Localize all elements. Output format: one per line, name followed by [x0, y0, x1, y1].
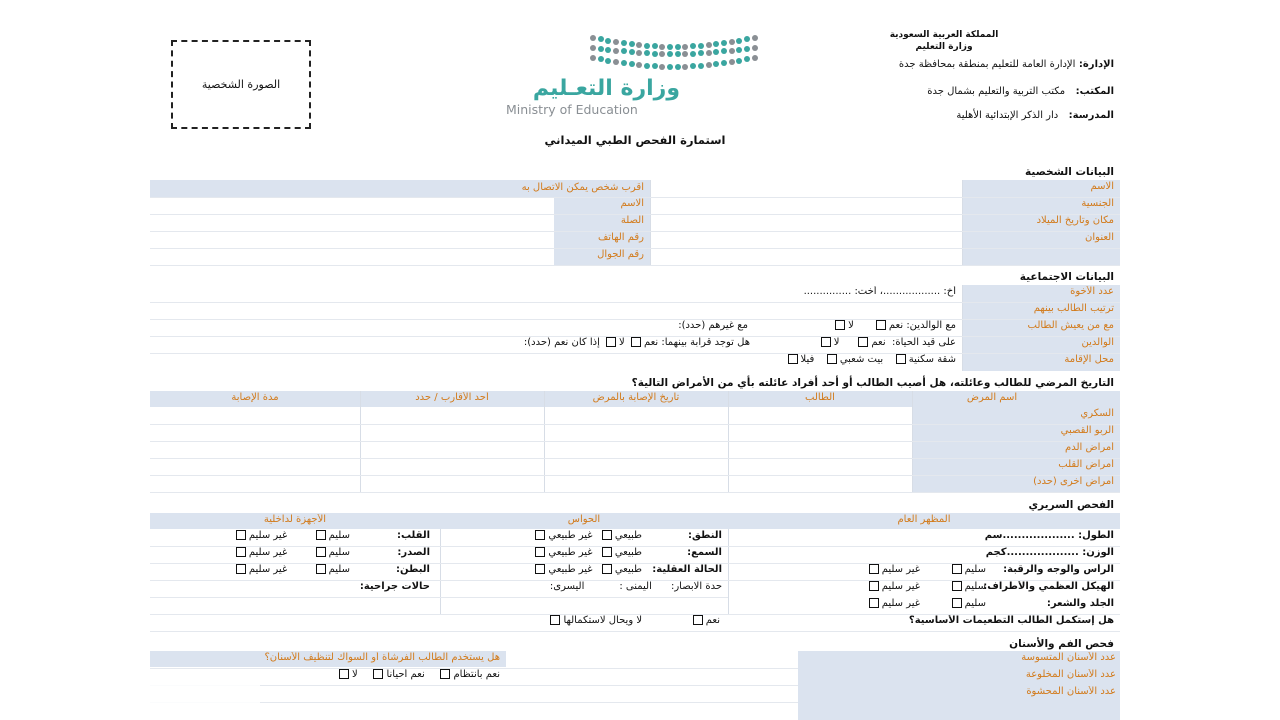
senses-options [446, 530, 642, 541]
logo-dot [682, 64, 688, 70]
clinical-table [150, 513, 1120, 631]
ministry-title: وزارة التعليم [915, 42, 973, 52]
logo-dot [682, 44, 688, 50]
disease-label: السكري [1080, 408, 1114, 419]
general-exam-label: الجلد والشعر: [1046, 598, 1114, 609]
normal-checkbox[interactable] [602, 530, 612, 540]
vaccines-no-checkbox[interactable] [550, 615, 560, 625]
photo-placeholder[interactable] [171, 40, 311, 129]
sound-label: سليم [964, 598, 986, 609]
logo-dot [644, 43, 650, 49]
disease-label: أمراض اخرى (حدد) [1033, 476, 1114, 487]
unsound-label: غير سليم [881, 598, 921, 609]
logo-dot [659, 51, 665, 57]
logo-dot [729, 59, 735, 65]
logo-dot [698, 50, 704, 56]
logo-dot [752, 55, 758, 61]
normal-checkbox[interactable] [602, 564, 612, 574]
logo-dot [652, 43, 658, 49]
logo-dot [659, 64, 665, 70]
siblings-values[interactable] [650, 286, 956, 297]
vaccines-options [480, 615, 720, 626]
contact-field-label: الاسم [620, 198, 644, 209]
dental-table [150, 651, 1120, 720]
abnormal-checkbox[interactable] [535, 547, 545, 557]
personal-field-input[interactable] [650, 232, 962, 247]
logo-dot [744, 56, 750, 62]
logo-dot [636, 42, 642, 48]
admin-label: الإدارة: [1078, 59, 1114, 70]
kinship-if-label: إذا كان نعم (حدد): [523, 337, 600, 348]
abnormal-label: غير طبيعي [548, 547, 593, 558]
senses-label: النطق: [687, 530, 722, 541]
vaccines-question: هل إستكمل الطالب التطعيمات الأساسية؟ [908, 615, 1114, 626]
residence-label: محل الإقامة [1064, 354, 1114, 365]
parents-label: الوالدين [1081, 337, 1114, 348]
disease-label: أمراض القلب [1058, 459, 1114, 470]
disease-label: أمراض الدم [1065, 442, 1114, 453]
logo-dot [713, 41, 719, 47]
internal-options [186, 547, 350, 558]
social-section-title: البيانات الاجتماعية [1019, 271, 1114, 283]
kinship-label: هل توجد قرابة بينهما: نعم [643, 337, 750, 348]
personal-table [150, 180, 1120, 266]
senses-label: السمع: [687, 547, 722, 558]
logo-dot [744, 46, 750, 52]
logo-dot [605, 38, 611, 44]
vision-left-label: اليسرى: [549, 581, 585, 592]
apartment-checkbox[interactable] [896, 354, 906, 364]
general-exam-label: الوزن: ...................كجم [985, 547, 1114, 558]
apartment-label: شقة سكنية [908, 354, 956, 365]
personal-field-label: مكان وتاريخ الميلاد [1036, 215, 1114, 226]
logo-dot [721, 60, 727, 66]
villa-checkbox[interactable] [788, 354, 798, 364]
dental-section-title: فحص الفم والأسنان [1009, 638, 1114, 650]
sisters-field[interactable]: ، أخت: ............... [803, 286, 883, 297]
logo-arabic-text: وزارة التعـليم [532, 76, 680, 101]
contact-field-input[interactable] [150, 232, 554, 247]
logo-dot [713, 49, 719, 55]
logo-dot [713, 61, 719, 67]
logo-dot [682, 51, 688, 57]
school-line [956, 110, 1114, 121]
disease-label: الربو القصبي [1060, 425, 1114, 436]
logo-english-text: Ministry of Education [506, 102, 638, 117]
contact-field-input[interactable] [150, 249, 554, 264]
contact-field-input[interactable] [150, 198, 554, 213]
personal-field-input[interactable] [650, 181, 962, 196]
unsound-checkbox[interactable] [869, 581, 879, 591]
unsound-checkbox[interactable] [236, 564, 246, 574]
abnormal-checkbox[interactable] [535, 564, 545, 574]
dental-filled-label: عدد الأسنان المحشوة [1026, 686, 1116, 697]
unsound-checkbox[interactable] [236, 530, 246, 540]
dental-caries-label: عدد الأسنان المتسوسة [1021, 652, 1116, 663]
logo-dot [652, 51, 658, 57]
kinship-no-label: لا [619, 337, 625, 348]
office-value: مكتب التربية والتعليم بشمال جدة [927, 86, 1066, 97]
unsound-label: غير سليم [248, 564, 288, 575]
sound-label: سليم [964, 564, 986, 575]
personal-field-label: الجنسية [1081, 198, 1114, 209]
sound-checkbox[interactable] [316, 547, 326, 557]
logo-dot [736, 38, 742, 44]
logo-dot [690, 63, 696, 69]
kinship-options [260, 337, 750, 348]
sound-checkbox[interactable] [316, 530, 326, 540]
admin-value: الإدارة العامة للتعليم بمنطقة بمحافظة جدة [898, 59, 1076, 70]
logo-dot [621, 40, 627, 46]
villa-label: فيلا [800, 354, 815, 365]
logo-dot [706, 62, 712, 68]
sound-checkbox[interactable] [952, 564, 962, 574]
logo-dot [667, 64, 673, 70]
logo-dot [590, 45, 596, 51]
vaccines-no-label: لا ويحال لاستكمالها [563, 615, 643, 626]
vision-label: حدة الابصار: [670, 581, 722, 592]
sound-checkbox[interactable] [316, 564, 326, 574]
internal-options [186, 564, 350, 575]
dental-extracted-label: عدد الأسنان المخلوعة [1025, 669, 1116, 680]
office-label: المكتب: [1075, 86, 1114, 97]
logo-dot [590, 35, 596, 41]
logo-dot [644, 63, 650, 69]
logo-dot [752, 35, 758, 41]
with-parents-label: مع الوالدين: [906, 320, 956, 331]
logo-dot [706, 50, 712, 56]
brush-regularly-checkbox[interactable] [440, 669, 450, 679]
logo-dot [698, 43, 704, 49]
personal-section-title: البيانات الشخصية [1025, 166, 1114, 178]
col-duration: مدة الإصابة [231, 392, 279, 403]
logo-dot [675, 51, 681, 57]
logo-dot [744, 36, 750, 42]
with-others-label: مع غيرهم (حدد): [678, 320, 748, 331]
siblings-label: عدد الأخوة [1070, 286, 1114, 297]
abnormal-checkbox[interactable] [535, 530, 545, 540]
personal-field-label: العنوان [1085, 232, 1114, 243]
logo-dot [605, 47, 611, 53]
history-question: التاريخ المرضي للطالب وعائلته، هل أصيب الطالب أو أحد أفراد عائلته بأي من الأمراض التالية؟ [631, 377, 1114, 389]
logo-dot [621, 60, 627, 66]
unsound-checkbox[interactable] [236, 547, 246, 557]
school-value: دار الذكر الإبتدائية الأهلية [956, 110, 1059, 121]
unsound-label: غير سليم [881, 581, 921, 592]
logo-dot [652, 63, 658, 69]
logo-dot [598, 46, 604, 52]
normal-label: طبيعي [614, 564, 642, 575]
office-line [927, 86, 1114, 97]
internal-label: القلب: [396, 530, 430, 541]
kinship-no-checkbox[interactable] [606, 337, 616, 347]
brush-sometimes-label: نعم أحياناً [386, 669, 425, 680]
history-row [150, 492, 1120, 493]
unsound-label: غير سليم [248, 530, 288, 541]
unsound-label: غير سليم [881, 564, 921, 575]
col-infection-date: تاريخ الإصابة بالمرض [592, 392, 680, 403]
sound-label: سليم [328, 547, 350, 558]
personal-field-input[interactable] [650, 198, 962, 213]
sound-checkbox[interactable] [952, 581, 962, 591]
no-label: لا [848, 320, 854, 331]
lives-with-label: مع من يعيش الطالب [1027, 320, 1114, 331]
internal-label: الصدر: [397, 547, 430, 558]
photo-label: الصورة الشخصية [201, 78, 281, 91]
residence-options [670, 354, 956, 365]
logo-dot [729, 48, 735, 54]
brothers-field[interactable]: أخ: .................. [883, 286, 956, 297]
vaccines-yes-checkbox[interactable] [693, 615, 703, 625]
logo-dot [690, 51, 696, 57]
sound-label: سليم [328, 564, 350, 575]
col-relative: أحد الأقارب / حدد [415, 392, 489, 403]
alive-no-checkbox[interactable] [821, 337, 831, 347]
general-exam-options [728, 581, 986, 592]
logo-dot [613, 39, 619, 45]
folk-house-label: بيت شعبي [839, 354, 884, 365]
general-exam-label: الطول: ...................سم [984, 530, 1114, 541]
senses-label: الحالة العقلية: [652, 564, 722, 575]
ministry-logo [500, 30, 770, 120]
brush-regularly-label: نعم بانتظام [453, 669, 500, 680]
folk-house-checkbox[interactable] [827, 354, 837, 364]
internal-label: البطن: [395, 564, 430, 575]
contact-field-label: الصلة [620, 215, 644, 226]
unsound-checkbox[interactable] [869, 564, 879, 574]
col-student: الطالب [805, 392, 835, 403]
social-table [150, 285, 1120, 371]
general-exam-label: الهيكل العظمي والأطراف: [983, 581, 1114, 592]
logo-dot [621, 48, 627, 54]
contact-field-label: رقم الجوال [597, 249, 644, 260]
personal-row [150, 265, 1120, 266]
logo-dot [675, 44, 681, 50]
normal-label: طبيعي [614, 530, 642, 541]
page-fade [0, 670, 260, 720]
brush-question: هل يستخدم الطالب الفرشاة أو السواك لتنظيف الأسنان؟ [264, 652, 500, 663]
alive-yes-label: نعم [871, 337, 886, 348]
vision-row [440, 581, 722, 592]
abnormal-label: غير طبيعي [548, 530, 593, 541]
vision-right-label: اليمنى : [619, 581, 652, 592]
logo-dot [659, 44, 665, 50]
general-exam-options [728, 564, 986, 575]
parents-no-checkbox[interactable] [835, 320, 845, 330]
kinship-yes-checkbox[interactable] [631, 337, 641, 347]
logo-dot [598, 36, 604, 42]
internal-options [186, 530, 350, 541]
unsound-checkbox[interactable] [869, 598, 879, 608]
logo-dot [721, 48, 727, 54]
surgical-label: حالات جراحية: [359, 581, 430, 592]
logo-dot [598, 56, 604, 62]
abnormal-label: غير طبيعي [548, 564, 593, 575]
sound-label: سليم [964, 581, 986, 592]
senses-options [446, 547, 642, 558]
brush-sometimes-checkbox[interactable] [373, 669, 383, 679]
brush-never-checkbox[interactable] [339, 669, 349, 679]
vaccines-yes-label: نعم [705, 615, 720, 626]
parents-yes-checkbox[interactable] [876, 320, 886, 330]
col-general-appearance: المظهر العام [897, 514, 951, 525]
sound-checkbox[interactable] [952, 598, 962, 608]
logo-dot [629, 61, 635, 67]
logo-dot [690, 43, 696, 49]
col-senses: الحواس [567, 514, 601, 525]
order-label: ترتيب الطالب بينهم [1033, 303, 1114, 314]
admin-line [899, 59, 1114, 70]
logo-dot [613, 59, 619, 65]
yes-label: نعم [888, 320, 904, 331]
contact-title: أقرب شخص يمكن الاتصال به [521, 182, 644, 193]
normal-checkbox[interactable] [602, 547, 612, 557]
senses-options [446, 564, 642, 575]
logo-dot [736, 58, 742, 64]
col-disease-name: اسم المرض [966, 392, 1018, 403]
general-exam-options [728, 598, 986, 609]
general-exam-label: الرأس والوجه والرقبة: [1003, 564, 1114, 575]
personal-field-label: الاسم [1090, 181, 1114, 192]
contact-field-label: رقم الهاتف [597, 232, 644, 243]
sound-label: سليم [328, 530, 350, 541]
logo-dot [629, 41, 635, 47]
kingdom-title: المملكة العربية السعودية [889, 30, 999, 40]
logo-dot [667, 44, 673, 50]
logo-dot [605, 58, 611, 64]
logo-dot [736, 47, 742, 53]
logo-dot [675, 64, 681, 70]
form-title: استمارة الفحص الطبي الميداني [544, 133, 726, 147]
logo-dot [636, 62, 642, 68]
contact-field-input[interactable] [150, 215, 554, 230]
col-internal-organs: الأجهزة لداخلية [263, 514, 327, 525]
alive-no-label: لا [833, 337, 840, 348]
normal-label: طبيعي [614, 547, 642, 558]
clinical-section-title: الفحص السريري [1028, 499, 1114, 511]
logo-dot [721, 40, 727, 46]
logo-dot [706, 42, 712, 48]
alive-label: على قيد الحياة: [892, 337, 956, 348]
logo-dot [629, 49, 635, 55]
logo-dot [613, 48, 619, 54]
logo-dot [698, 63, 704, 69]
alive-yes-checkbox[interactable] [858, 337, 868, 347]
logo-dot [729, 39, 735, 45]
brush-never-label: لا [352, 669, 358, 680]
history-table [150, 391, 1120, 493]
unsound-label: غير سليم [248, 547, 288, 558]
school-label: المدرسة: [1068, 110, 1114, 121]
logo-dot [590, 55, 596, 61]
logo-dot [667, 51, 673, 57]
logo-dot [644, 50, 650, 56]
logo-dot [752, 45, 758, 51]
logo-dot [636, 50, 642, 56]
personal-field-input[interactable] [650, 215, 962, 230]
